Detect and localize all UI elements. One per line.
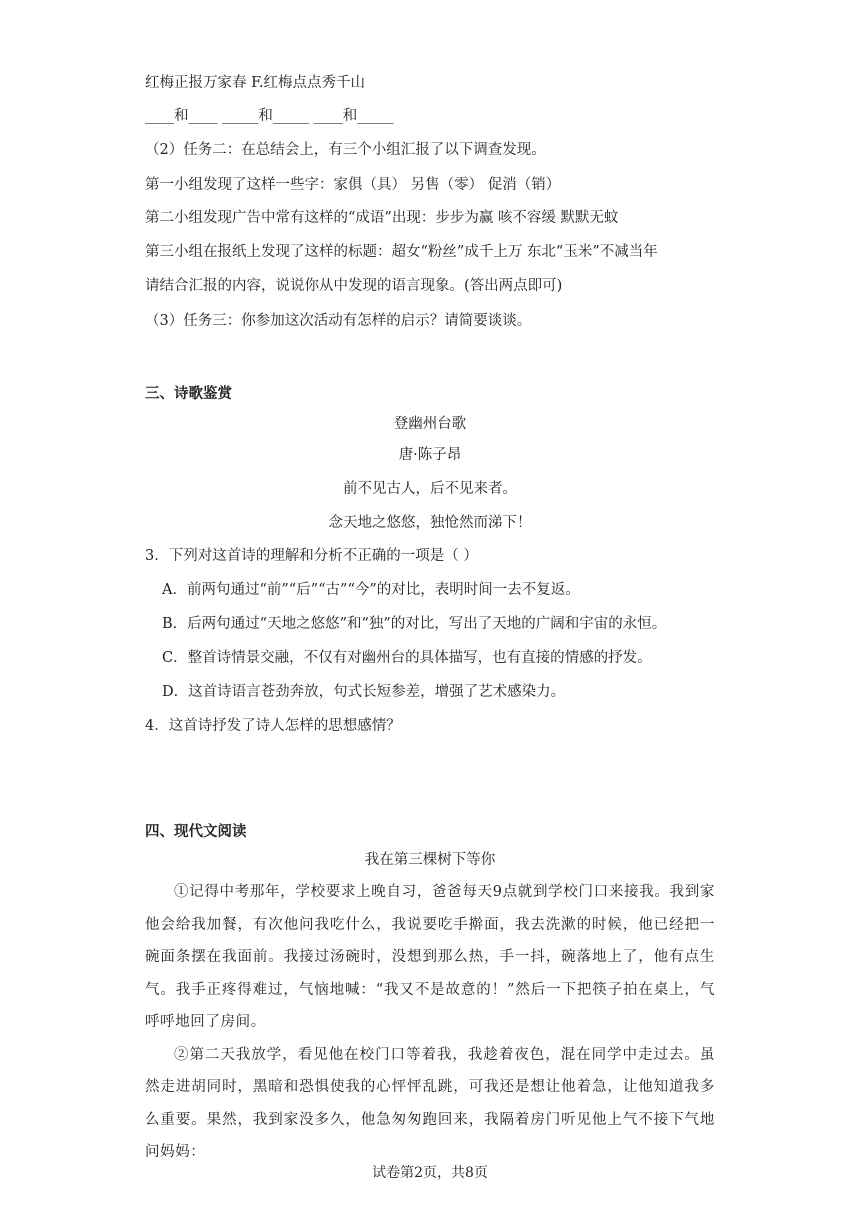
poem-line-1: 前不见古人，后不见来者。 [343, 481, 517, 497]
blanks-line: ____和____ _____和_____ ____和_____ [145, 108, 394, 124]
poem-line-2: 念天地之悠悠，独怆然而涕下！ [328, 515, 532, 531]
task2-title: （2）任务二：在总结会上，有三个小组汇报了以下调查发现。 [145, 142, 546, 158]
page-footer: 试卷第2页，共8页 [372, 1165, 488, 1181]
section4-heading: 四、现代文阅读 [145, 824, 247, 840]
article-body [145, 876, 715, 1169]
paragraph-2: ②第二天我放学，看见他在校门口等着我，我趁着夜色，混在同学中走过去。虽然走进胡同时，黑暗和恐惧使我的心怦怦乱跳，可我还是想让他着急，让他知道我多么重要。果然，我到家没多久，他急匆匆跑回来，我隔着房门听见他上气不接下气地问妈妈： [145, 1046, 715, 1160]
task3-question: （3）任务三：你参加这次活动有怎样的启示？请简要谈谈。 [145, 313, 532, 329]
paragraph-1: ①记得中考那年，学校要求上晚自习，爸爸每天9点就到学校门口来接我。我到家他会给我加餐，有次他问我吃什么，我说要吃手擀面，我去洗漱的时候，他已经把一碗面条摆在我面前。我接过汤碗时，没想到那么热，手一抖，碗落地上了，他有点生气。我手正疼得难过，气恼地喊：“我又不是故意的！”然后一下把筷子拍在桌上，气呼呼地回了房间。 [145, 884, 715, 1030]
section3-heading: 三、诗歌鉴赏 [145, 386, 232, 402]
question-4: 4．这首诗抒发了诗人怎样的思想感情？ [145, 718, 401, 734]
article-title: 我在第三棵树下等你 [364, 852, 496, 868]
q3-option-c: C．整首诗情景交融，不仅有对幽州台的具体描写，也有直接的情感的抒发。 [162, 650, 652, 666]
task2-question: 请结合汇报的内容，说说你从中发现的语言现象。(答出两点即可) [145, 278, 563, 294]
question-3: 3．下列对这首诗的理解和分析不正确的一项是（ ） [145, 548, 478, 564]
group2-finding: 第二小组发现广告中常有这样的“成语”出现：步步为赢 咳不容缓 默默无蚊 [145, 210, 619, 226]
group3-finding: 第三小组在报纸上发现了这样的标题：超女“粉丝”成千上万 东北“玉米”不减当年 [145, 244, 658, 260]
q3-option-a: A．前两句通过“前”“后”“古”“今”的对比，表明时间一去不复返。 [162, 582, 580, 598]
group1-finding: 第一小组发现了这样一些字：家俱（具） 另售（零） 促消（销） [145, 177, 561, 193]
options-line: 红梅正报万家春 F.红梅点点秀千山 [145, 75, 366, 91]
q3-option-d: D．这首诗语言苍劲奔放，句式长短参差，增强了艺术感染力。 [162, 684, 566, 700]
q3-option-b: B．后两句通过“天地之悠悠”和“独”的对比，写出了天地的广阔和宇宙的永恒。 [162, 616, 667, 632]
poem-title: 登幽州台歌 [393, 416, 467, 432]
poem-author: 唐·陈子昂 [398, 447, 462, 463]
